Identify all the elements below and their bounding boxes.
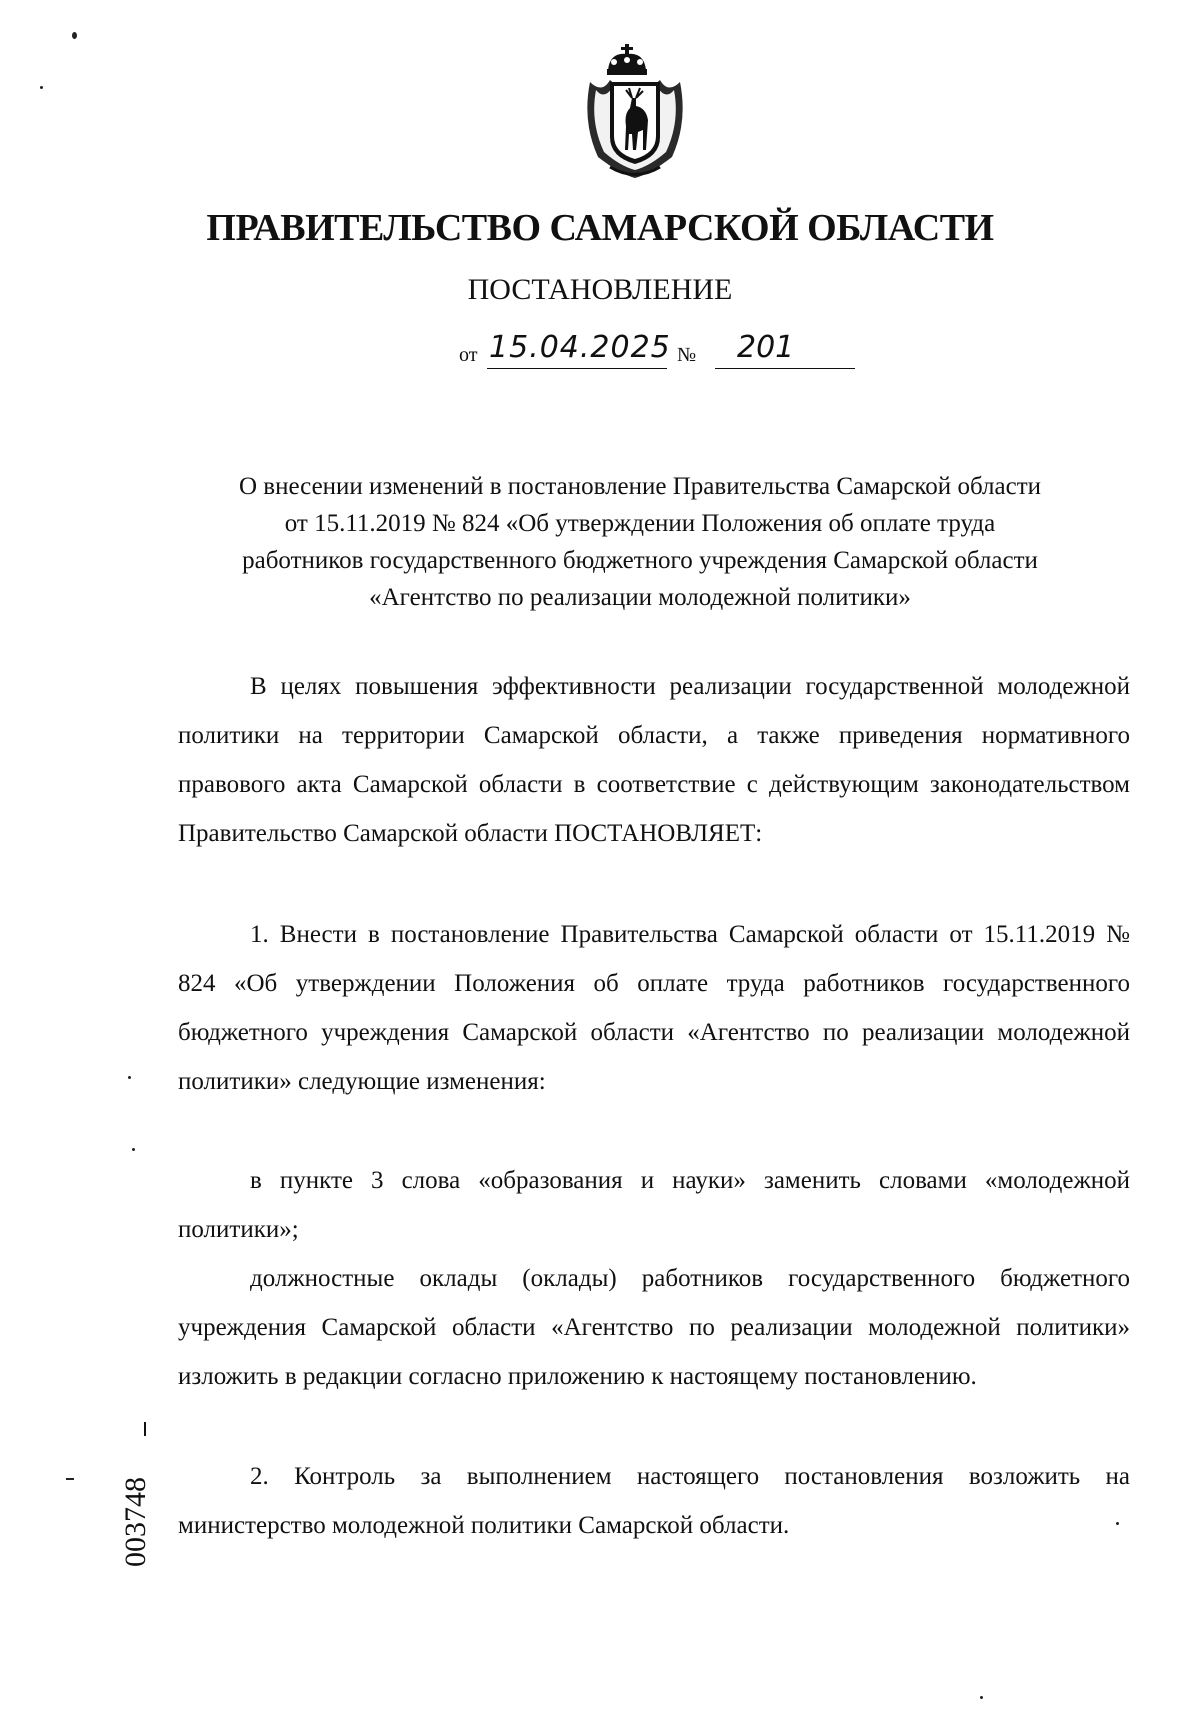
body-paragraph-change-1 — [178, 1156, 1130, 1254]
scan-speck — [1116, 1522, 1119, 1525]
number-value: 201 — [737, 330, 795, 365]
paragraph-text: 1. Внести в постановление Правительства Самарской области от 15.11.2019 № 824 «Об утверждении Положения об оплате труда работников государственного бюджетного учреждения Самарской области «Агентство по реализации молодежной политики» следующие изменения: — [178, 921, 1130, 1095]
paragraph-text: 2. Контроль за выполнением настоящего постановления возложить на министерство молодежной политики Самарской области. — [178, 1463, 1130, 1539]
scan-speck — [128, 1076, 131, 1079]
document-type: ПОСТАНОВЛЕНИЕ — [467, 273, 733, 306]
subject-line: работников государственного бюджетного учреждения Самарской области — [242, 547, 1038, 574]
samara-coat-of-arms-icon — [580, 42, 690, 182]
document-subject — [150, 468, 1130, 616]
number-underline — [715, 368, 855, 369]
paragraph-text: должностные оклады (оклады) работников государственного бюджетного учреждения Самарской области «Агентство по реализации молодежной политики» изложить в редакции согласно приложению к настоящему постановлению. — [178, 1265, 1130, 1390]
paragraph-text: В целях повышения эффективности реализации государственной молодежной политики на территории Самарской области, а также приведения нормативного правового акта Самарской области в соответствие с действующим законодательством Правительство Самарской области ПОСТАНОВЛЯЕТ: — [178, 673, 1130, 847]
government-title: ПРАВИТЕЛЬСТВО САМАРСКОЙ ОБЛАСТИ — [206, 207, 994, 249]
date-prefix: от — [459, 344, 478, 366]
body-paragraph-preamble — [178, 662, 1130, 858]
date-value: 15.04.2025 — [489, 330, 671, 365]
scan-speck — [40, 86, 43, 89]
paragraph-text: в пункте 3 слова «образования и науки» заменить словами «молодежной политики»; — [178, 1167, 1130, 1243]
date-underline — [487, 368, 667, 369]
body-paragraph-change-2 — [178, 1254, 1130, 1401]
body-paragraph-item-1 — [178, 910, 1130, 1106]
subject-line: от 15.11.2019 № 824 «Об утверждении Положения об оплате труда — [284, 510, 996, 537]
scan-speck — [980, 1696, 983, 1699]
body-paragraph-item-2 — [178, 1452, 1130, 1550]
margin-serial-number: 003748 — [119, 1477, 152, 1567]
date-number-line — [457, 330, 857, 374]
subject-line: «Агентство по реализации молодежной политики» — [369, 584, 911, 611]
number-prefix: № — [677, 344, 697, 366]
scan-speck — [66, 1478, 74, 1480]
scan-speck — [72, 32, 77, 39]
margin-tick — [144, 1422, 146, 1436]
scan-speck — [132, 1148, 135, 1151]
subject-line: О внесении изменений в постановление Правительства Самарской области — [238, 473, 1042, 500]
